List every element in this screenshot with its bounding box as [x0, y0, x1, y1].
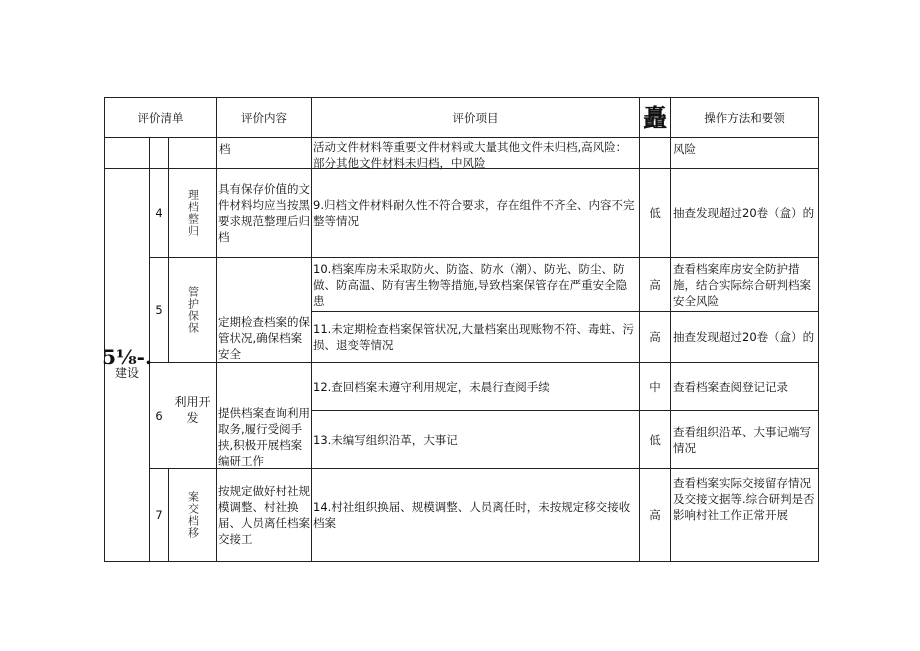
- header-risk: 矗: [643, 103, 667, 132]
- row-item: 13.未编写组织沿革，大事记: [313, 432, 458, 447]
- top-row-method: 风险: [673, 142, 696, 156]
- group-content: 提供档案查询利用取务,履行受阅手挟,积极开展档案编研工作: [218, 406, 310, 468]
- group-content: 定期检查档案的保管状况,确保档案安全: [218, 315, 310, 361]
- rule-col-f: [670, 97, 671, 562]
- row-level: 低: [649, 206, 661, 220]
- group-subtitle-text: 案交档移: [186, 491, 200, 539]
- rule-header-bottom: [104, 137, 819, 138]
- row-method: 查看组织沿革、大事记端写情况: [673, 424, 811, 455]
- group-number: 4: [155, 206, 163, 220]
- row-method: 抽查发现超过20卷（盒）的: [673, 330, 815, 344]
- category-cell: [102, 169, 152, 561]
- group-content: 具有保存价值的文件材料均应当按黑要求规范整理后归档: [218, 182, 310, 244]
- rule-right: [818, 97, 819, 562]
- row-level: 高: [649, 330, 661, 344]
- row-item: 11.未定期检查档案保管状况,大量档案出现账物不符、毒蛀、污损、退变等情况: [313, 322, 634, 352]
- row-level: 低: [649, 432, 661, 447]
- header-method: 操作方法和要领: [704, 110, 785, 125]
- top-row-item: 活动文件材料等重要文件材料或大量其他文件未归档,高风险：部分其他文件材料未归档，中风险: [313, 140, 628, 170]
- category-name: 建设: [114, 366, 139, 380]
- top-row-content: 档: [219, 142, 231, 156]
- group-subtitle: [169, 258, 216, 362]
- rule-col-b: [168, 137, 169, 169]
- row-item: 9.归档文件材料耐久性不符合要求，存在组件不齐全、内容不完整等情况: [313, 198, 635, 228]
- group-number: 7: [155, 508, 163, 522]
- group-subtitle: [169, 169, 216, 257]
- group-subtitle: 利用开发: [174, 395, 211, 425]
- group-content: 按规定做好村社规模调整、村社换届、人员离任档案交接工: [218, 484, 310, 546]
- category-code: 5⅛-.: [102, 345, 152, 369]
- rule-col-c: [216, 97, 217, 562]
- rule-bottom: [104, 561, 819, 562]
- header-list: 评价清单: [137, 110, 184, 125]
- rule-col-d: [311, 97, 312, 562]
- group-subtitle-text: 管护保保: [186, 286, 200, 334]
- row-item: 10.档案库房未采取防火、防盗、防水（潮）、防光、防尘、防做、防高温、防有害生物等措施,导致档案保管存在严重安全隐患: [313, 261, 628, 308]
- row-level: 中: [649, 379, 661, 394]
- row-method: 查看档案查阅登记记录: [673, 379, 788, 394]
- row-method: 查看档案实际交接留存情况及交接文据等.综合研判是否影响村社工作正常开展: [673, 476, 815, 522]
- row-level: 高: [649, 277, 661, 292]
- row-item: 14.村社组织换届、规模调整、人员离任时，未按规定移交接收档案: [313, 500, 631, 530]
- group-subtitle: [169, 469, 216, 561]
- group-subtitle-text: 理档整归: [186, 189, 200, 237]
- header-item: 评价项目: [452, 110, 499, 125]
- group-number: 6: [155, 408, 163, 423]
- row-level: 高: [649, 508, 661, 522]
- row-item: 12.查回档案未遵守利用规定，未晨行查阅手续: [313, 379, 550, 394]
- group-number: 5: [155, 303, 163, 317]
- row-method: 查看档案库房安全防护措施，结合实际综合研判档案安全风险: [673, 261, 811, 308]
- row-method: 抽查发现超过20卷（盒）的: [673, 206, 815, 220]
- header-content: 评价内容: [241, 110, 287, 125]
